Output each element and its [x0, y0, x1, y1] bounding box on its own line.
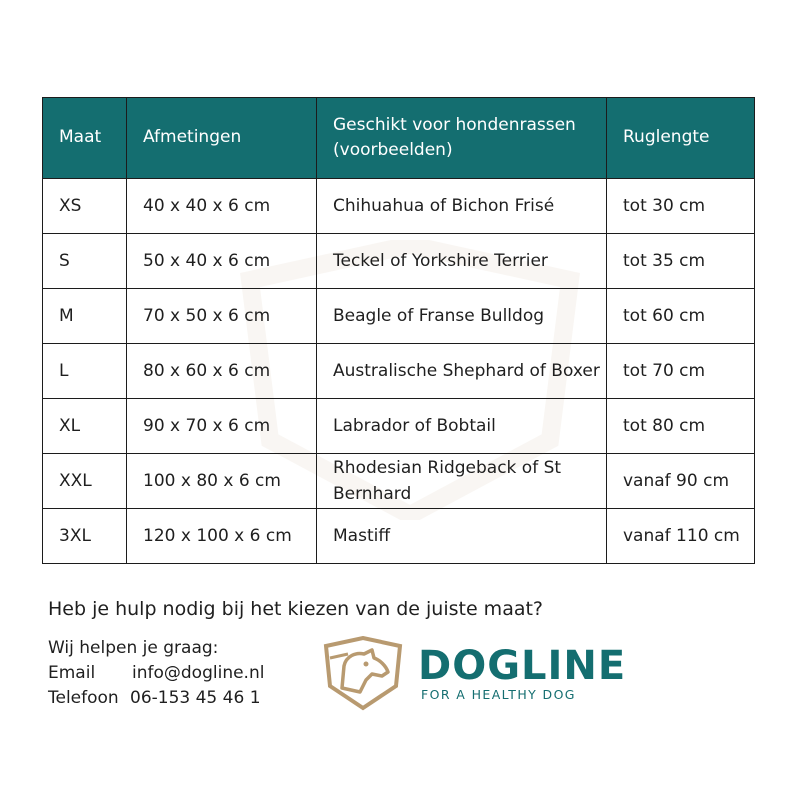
cell-breeds: Beagle of Franse Bulldog [317, 289, 607, 344]
table-row [43, 399, 755, 454]
dog-head-shield-icon [320, 636, 406, 711]
cell-dimensions: 120 x 100 x 6 cm [127, 509, 317, 564]
email-label: Email [48, 663, 96, 683]
email-line [48, 661, 264, 686]
cell-back-length: tot 30 cm [607, 179, 755, 234]
cell-back-length: tot 80 cm [607, 399, 755, 454]
phone-line [48, 686, 264, 711]
cell-dimensions: 70 x 50 x 6 cm [127, 289, 317, 344]
phone-label: Telefoon [48, 688, 119, 708]
cell-breeds: Teckel of Yorkshire Terrier [317, 234, 607, 289]
cell-size: 3XL [43, 509, 127, 564]
cell-size: XL [43, 399, 127, 454]
cell-back-length: vanaf 110 cm [607, 509, 755, 564]
header-dimensions: Afmetingen [127, 98, 317, 179]
cell-breeds: Rhodesian Ridgeback of St Bernhard [317, 454, 607, 509]
brand-tagline: FOR A HEALTHY DOG [421, 687, 576, 702]
cell-size: XXL [43, 454, 127, 509]
cell-dimensions: 90 x 70 x 6 cm [127, 399, 317, 454]
cell-size: S [43, 234, 127, 289]
cell-back-length: tot 35 cm [607, 234, 755, 289]
cell-breeds: Australische Shephard of Boxer [317, 344, 607, 399]
cell-back-length: vanaf 90 cm [607, 454, 755, 509]
phone-link[interactable]: 06-153 45 46 1 [130, 688, 261, 708]
email-link[interactable]: info@dogline.nl [132, 663, 265, 683]
cell-back-length: tot 60 cm [607, 289, 755, 344]
size-table [42, 97, 755, 564]
table-row [43, 289, 755, 344]
contact-intro: Wij helpen je graag: [48, 638, 219, 658]
table-header-row [43, 98, 755, 179]
cell-dimensions: 100 x 80 x 6 cm [127, 454, 317, 509]
cell-dimensions: 80 x 60 x 6 cm [127, 344, 317, 399]
contact-block [48, 636, 264, 711]
cell-breeds: Chihuahua of Bichon Frisé [317, 179, 607, 234]
cell-size: XS [43, 179, 127, 234]
header-back-length: Ruglengte [607, 98, 755, 179]
cell-breeds: Labrador of Bobtail [317, 399, 607, 454]
brand-name: DOGLINE [418, 643, 627, 689]
cell-size: L [43, 344, 127, 399]
cell-dimensions: 50 x 40 x 6 cm [127, 234, 317, 289]
header-size: Maat [43, 98, 127, 179]
header-breeds: Geschikt voor hondenrassen (voorbeelden) [317, 98, 607, 179]
cell-dimensions: 40 x 40 x 6 cm [127, 179, 317, 234]
table-row [43, 179, 755, 234]
dogline-logo [320, 636, 700, 711]
table-row [43, 234, 755, 289]
help-heading: Heb je hulp nodig bij het kiezen van de juiste maat? [48, 598, 544, 620]
table-row [43, 509, 755, 564]
table-row [43, 454, 755, 509]
cell-breeds: Mastiff [317, 509, 607, 564]
cell-back-length: tot 70 cm [607, 344, 755, 399]
table-row [43, 344, 755, 399]
cell-size: M [43, 289, 127, 344]
